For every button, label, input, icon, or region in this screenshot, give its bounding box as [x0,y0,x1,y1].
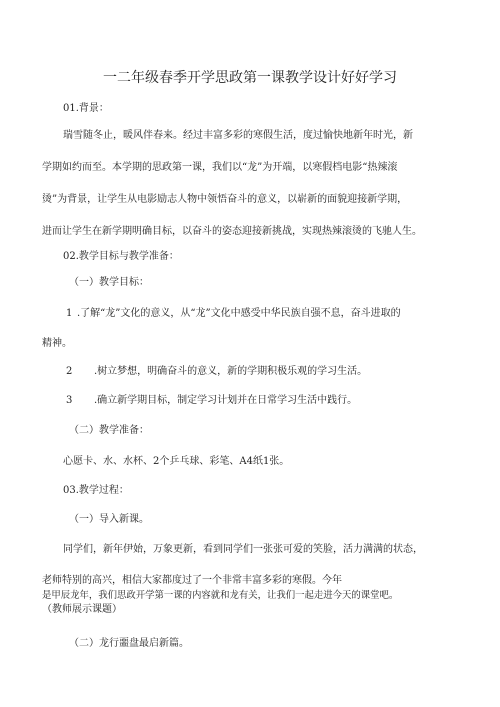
intro-line-1: 同学们，新年伊始，万象更新，看到同学们一张张可爱的笑脸，活力满满的状态， [63,544,423,555]
background-line-3: 烫”为背景，让学生从电影励志人物中领悟奋斗的意义，以崭新的面貌迎接新学期， [42,194,408,205]
intro-line-3: 是甲辰龙年，我们思政开学第一课的内容就和龙有关，让我们一起走进今天的课堂吧。 [42,590,399,601]
goal-1-line-1: .了解“龙”文化的意义，从“龙”文化中感受中华民族自强不息，奋斗进取的 [77,308,401,319]
background-line-1: 瑞雪随冬止，暖风伴春来。经过丰富多彩的寒假生活，度过愉快地新年时光，新 [63,130,413,141]
section-02-heading: 02.教学目标与教学准备： [63,251,179,262]
section-03-heading: 03.教学过程： [63,485,129,496]
subsection-dragon: （二）龙行噩盘最启新篇。 [69,638,189,649]
intro-line-2: 老师特别的高兴，相信大家都度过了一个非常丰富多彩的寒假。今年 [42,575,342,586]
goal-1-line-2: 精神。 [42,338,72,349]
goal-3-text: .确立新学期目标，制定学习计划并在日常学习生活中践行。 [94,395,358,406]
prep-materials: 心愿卡、水、水杯、2个乒乓球、彩笔、A4纸1张。 [63,456,290,467]
background-line-4: 进而让学生在新学期明确目标，以奋斗的姿态迎接新挑战，实现热辣滚烫的飞驰人生。 [42,226,422,237]
section-01-heading: 01.背景： [63,103,109,114]
subsection-intro: （一）导入新课。 [69,514,149,525]
background-line-2: 学期如约而至。本学期的思政第一课，我们以“龙”为开端，以寒假档电影“热辣滚 [42,162,398,173]
intro-line-4: （教师展示课题） [42,604,122,615]
subsection-teaching-prep: （二）教学准备： [69,425,149,436]
subsection-teaching-goals: （一）教学目标： [69,277,149,288]
goal-2-number: 2 [66,366,73,377]
goal-1-number: 1 [66,308,73,319]
goal-2-text: .树立梦想，明确奋斗的意义，新的学期积极乐观的学习生活。 [94,366,368,377]
goal-3-number: 3 [66,395,73,406]
page-title: 一二年级春季开学思政第一课教学设计好好学习 [103,70,397,86]
